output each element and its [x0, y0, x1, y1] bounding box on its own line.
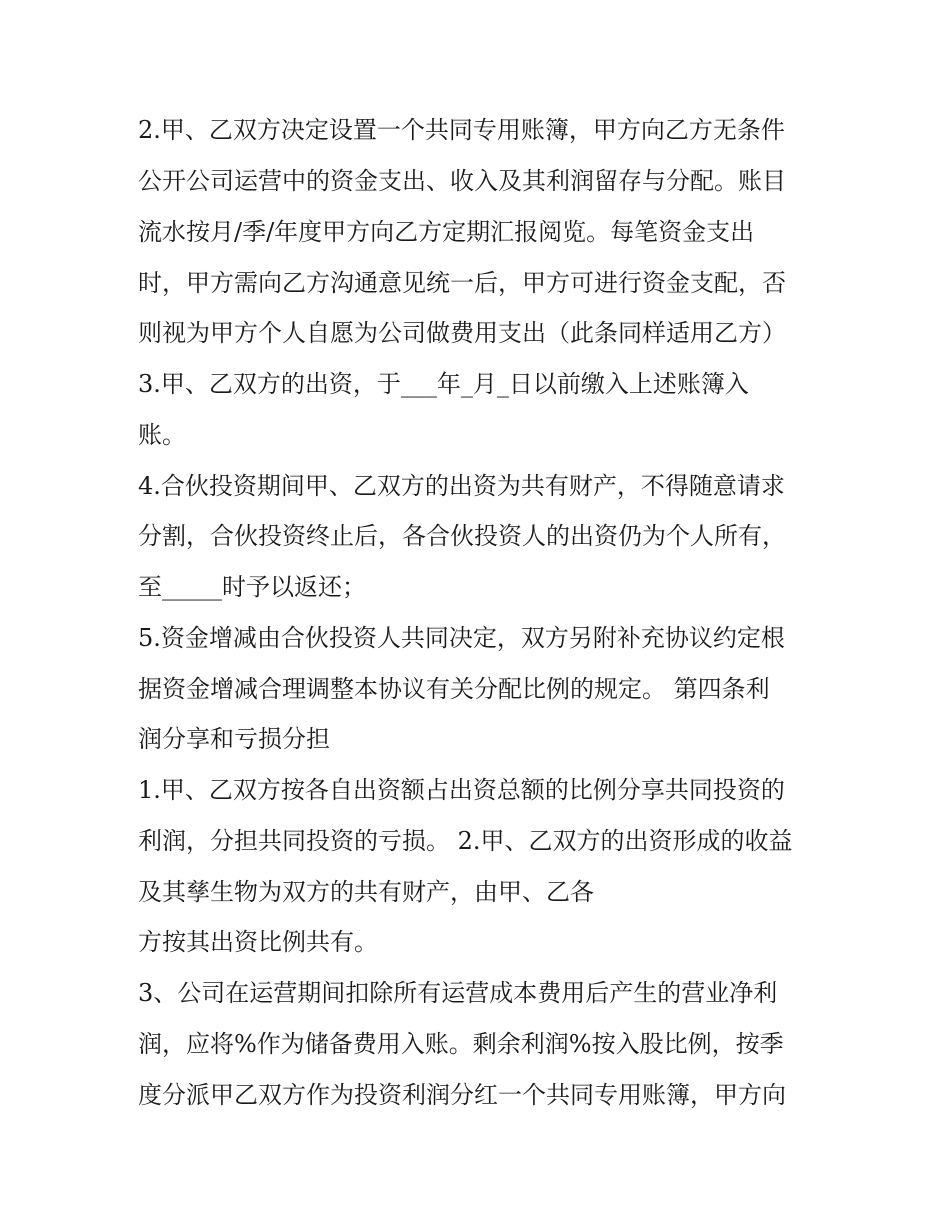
paragraph-line: 4.合伙投资期间甲、乙双方的出资为共有财产，不得随意请求	[138, 472, 785, 500]
paragraph-line: 至_____时予以返还；	[138, 573, 366, 601]
paragraph-line: 润分享和亏损分担	[138, 725, 330, 753]
paragraph-line: 3.甲、乙双方的出资，于___年_月_日以前缴入上述账簿入	[138, 370, 749, 398]
paragraph-line: 度分派甲乙双方作为投资利润分红一个共同专用账簿，甲方向	[138, 1081, 786, 1109]
paragraph-line: 分割，合伙投资终止后，各合伙投资人的出资仍为个人所有，	[138, 522, 786, 550]
paragraph-line: 2.甲、乙双方决定设置一个共同专用账簿，甲方向乙方无条件	[138, 116, 785, 144]
paragraph-line: 利润，分担共同投资的亏损。 2.甲、乙双方的出资形成的收益	[138, 827, 793, 855]
paragraph-line: 1.甲、乙双方按各自出资额占出资总额的比例分享共同投资的	[138, 776, 785, 804]
paragraph-line: 5.资金增减由合伙投资人共同决定，双方另附补充协议约定根	[138, 624, 785, 652]
paragraph-line: 则视为甲方个人自愿为公司做费用支出（此条同样适用乙方）	[138, 319, 786, 347]
paragraph-line: 账。	[138, 421, 186, 449]
paragraph-line: 及其孳生物为双方的共有财产，由甲、乙各	[138, 878, 594, 906]
paragraph-line: 3、公司在运营期间扣除所有运营成本费用后产生的营业净利	[138, 979, 778, 1007]
paragraph-line: 润，应将%作为储备费用入账。剩余利润%按入股比例，按季	[138, 1030, 784, 1058]
paragraph-line: 据资金增减合理调整本协议有关分配比例的规定。 第四条利	[138, 675, 770, 703]
paragraph-line: 流水按月/季/年度甲方向乙方定期汇报阅览。每笔资金支出	[138, 218, 755, 246]
paragraph-line: 时，甲方需向乙方沟通意见统一后，甲方可进行资金支配，否	[138, 269, 786, 297]
paragraph-line: 方按其出资比例共有。	[138, 928, 378, 956]
paragraph-line: 公开公司运营中的资金支出、收入及其利润留存与分配。账目	[138, 167, 786, 195]
